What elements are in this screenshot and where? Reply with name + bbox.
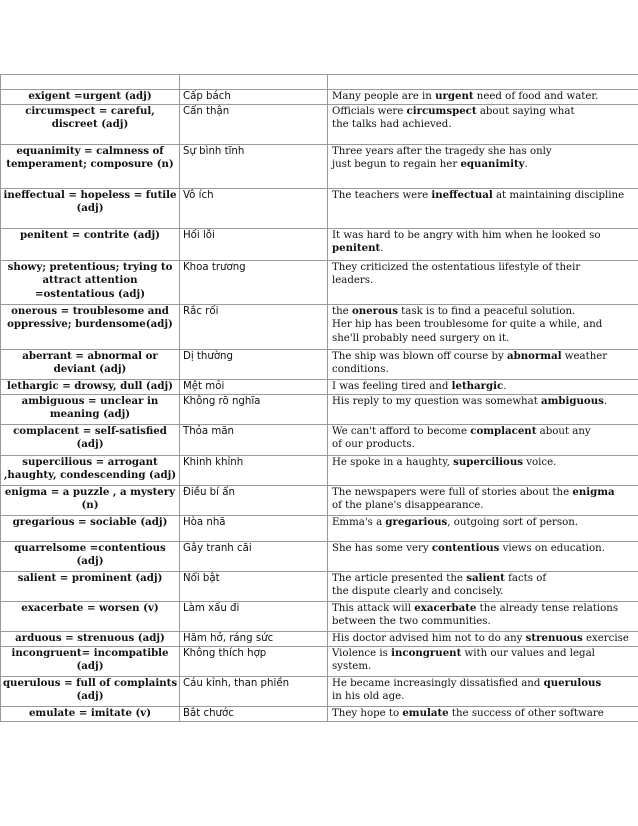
example-cell [328, 676, 638, 706]
example-cell [328, 631, 638, 646]
term-cell: incongruent= incompatible (adj) [1, 646, 180, 676]
table-row [1, 260, 638, 304]
example-cell [328, 260, 638, 304]
meaning-cell: Mệt mỏi [180, 379, 328, 394]
example-text: between the two communities. [332, 616, 491, 628]
example-keyword: complacent [470, 424, 537, 437]
example-cell [328, 144, 638, 188]
term-cell: ambiguous = unclear in meaning (adj) [1, 394, 180, 424]
example-line [332, 363, 637, 377]
term-cell: arduous = strenuous (adj) [1, 631, 180, 646]
example-cell [328, 485, 638, 515]
example-line [332, 677, 637, 691]
example-text: conditions. [332, 364, 389, 376]
example-text: The newspapers were full of stories about the [332, 486, 573, 498]
example-text: It was hard to be angry with him when he looked so [332, 229, 601, 241]
example-text: His doctor advised him not to do any [332, 632, 526, 644]
example-line [332, 332, 637, 346]
term-cell: supercilious = arrogant ,haughty, condescending (adj) [1, 455, 180, 485]
example-line [332, 632, 637, 646]
table-row [1, 676, 638, 706]
example-text: They hope to [332, 707, 403, 719]
meaning-cell: Điều bí ẩn [180, 485, 328, 515]
example-line [332, 350, 637, 364]
table-row [1, 646, 638, 676]
example-cell [328, 424, 638, 455]
example-keyword: exacerbate [414, 601, 477, 614]
meaning-cell: Hòa nhã [180, 515, 328, 541]
example-keyword: abnormal [507, 349, 562, 362]
example-text: weather [561, 350, 608, 362]
example-text: of the plane's disappearance. [332, 500, 484, 512]
example-keyword: querulous [543, 676, 602, 689]
example-line [332, 90, 637, 104]
example-text: voice. [522, 456, 557, 468]
example-text: Her hip has been troublesome for quite a while, and [332, 319, 603, 331]
example-line [332, 318, 637, 332]
term-cell: exigent =urgent (adj) [1, 90, 180, 105]
term-cell: querulous = full of complaints (adj) [1, 676, 180, 706]
example-line [332, 456, 637, 470]
example-keyword: enigma [572, 485, 615, 498]
example-line [332, 660, 637, 674]
example-text: she'll probably need surgery on it. [332, 332, 510, 344]
example-keyword: lethargic [451, 379, 504, 392]
example-text: The ship was blown off course by [332, 350, 508, 362]
example-text: the dispute clearly and concisely. [332, 586, 504, 598]
example-text: She has some very [332, 542, 432, 554]
meaning-cell: Gây tranh cãi [180, 541, 328, 571]
example-cell [328, 228, 638, 260]
meaning-cell: Hăm hở, ráng sức [180, 631, 328, 646]
table-row [1, 228, 638, 260]
example-line [332, 229, 637, 243]
meaning-cell: Bắt chước [180, 706, 328, 721]
example-cell [328, 706, 638, 721]
example-cell [328, 515, 638, 541]
meaning-cell: Thỏa mãn [180, 424, 328, 455]
example-text: exercise [582, 632, 629, 644]
example-cell [328, 349, 638, 379]
example-keyword: ineffectual [431, 188, 493, 201]
table-row [1, 188, 638, 228]
example-cell [328, 394, 638, 424]
example-text: task is to find a peaceful solution. [397, 305, 576, 317]
example-text: . [380, 243, 384, 255]
example-line [332, 395, 637, 409]
example-keyword: penitent [332, 242, 381, 255]
header-cell-meaning [180, 75, 328, 90]
meaning-cell: Cấp bách [180, 90, 328, 105]
example-line [332, 380, 637, 394]
meaning-cell: Không thích hợp [180, 646, 328, 676]
example-text: the success of other software [448, 707, 604, 719]
example-keyword: ambiguous [541, 394, 604, 407]
table-row [1, 631, 638, 646]
example-text: facts of [504, 572, 547, 584]
table-row [1, 144, 638, 188]
term-cell: complacent = self-satisfied (adj) [1, 424, 180, 455]
example-text: views on education. [499, 542, 605, 554]
example-line [332, 499, 637, 513]
example-keyword: incongruent [391, 646, 462, 659]
meaning-cell: Làm xấu đi [180, 601, 328, 631]
term-cell: quarrelsome =contentious (adj) [1, 541, 180, 571]
table-row [1, 304, 638, 349]
term-cell: onerous = troublesome and oppressive; burdensome(adj) [1, 304, 180, 349]
example-line [332, 145, 637, 159]
meaning-cell: Nổi bật [180, 571, 328, 601]
example-text: leaders. [332, 275, 374, 287]
meaning-cell: Hối lỗi [180, 228, 328, 260]
table-row [1, 394, 638, 424]
example-cell [328, 601, 638, 631]
term-cell: salient = prominent (adj) [1, 571, 180, 601]
example-text: about saying what [476, 105, 575, 117]
example-keyword: circumspect [406, 104, 477, 117]
example-cell [328, 304, 638, 349]
example-text: He became increasingly dissatisfied and [332, 677, 544, 689]
example-keyword: supercilious [453, 455, 523, 468]
example-text: Emma's a [332, 516, 386, 528]
example-text: system. [332, 661, 372, 673]
example-line [332, 602, 637, 616]
example-text: , outgoing sort of person. [447, 516, 579, 528]
example-text: about any [536, 425, 591, 437]
table-row [1, 349, 638, 379]
table-row [1, 90, 638, 105]
example-text: . [524, 159, 528, 171]
term-cell: equanimity = calmness of temperament; composure (n) [1, 144, 180, 188]
example-text: with our values and legal [461, 647, 595, 659]
example-cell [328, 379, 638, 394]
example-text: . [503, 380, 507, 392]
term-cell: gregarious = sociable (adj) [1, 515, 180, 541]
meaning-cell: Khinh khỉnh [180, 455, 328, 485]
table-header-row [1, 75, 638, 90]
example-keyword: equanimity [460, 158, 525, 171]
example-text: just begun to regain her [332, 159, 461, 171]
example-keyword: urgent [435, 90, 474, 102]
example-text: The teachers were [332, 189, 432, 201]
example-cell [328, 188, 638, 228]
example-keyword: salient [466, 571, 505, 584]
example-line [332, 542, 637, 556]
term-cell: exacerbate = worsen (v) [1, 601, 180, 631]
meaning-cell: Dị thường [180, 349, 328, 379]
table-row [1, 485, 638, 515]
term-cell: showy; pretentious; trying to attract attention =ostentatious (adj) [1, 260, 180, 304]
table-row [1, 455, 638, 485]
example-line [332, 690, 637, 704]
table-row [1, 601, 638, 631]
table-row [1, 379, 638, 394]
term-cell: ineffectual = hopeless = futile (adj) [1, 188, 180, 228]
example-text: in his old age. [332, 691, 405, 703]
example-cell [328, 90, 638, 105]
header-cell-term [1, 75, 180, 90]
example-text: the talks had achieved. [332, 119, 452, 131]
example-text: the already tense relations [476, 602, 619, 614]
example-line [332, 615, 637, 629]
example-text: . [603, 395, 608, 407]
example-text: I was feeling tired and [332, 380, 452, 392]
table-row [1, 571, 638, 601]
example-line [332, 261, 637, 275]
vocabulary-table [0, 74, 638, 722]
example-line [332, 438, 637, 452]
example-keyword: contentious [431, 541, 500, 554]
example-keyword: onerous [351, 304, 398, 317]
example-text: His reply to my question was somewhat [332, 395, 542, 407]
example-line [332, 425, 637, 439]
example-line [332, 158, 637, 172]
vocabulary-sheet [0, 74, 638, 722]
table-row [1, 541, 638, 571]
example-cell [328, 455, 638, 485]
example-text: The article presented the [332, 572, 467, 584]
header-cell-example [328, 75, 638, 90]
example-line [332, 242, 637, 256]
meaning-cell: Cẩn thận [180, 104, 328, 144]
term-cell: aberrant = abnormal or deviant (adj) [1, 349, 180, 379]
example-text: Three years after the tragedy she has only [332, 145, 552, 157]
example-keyword: gregarious [385, 515, 448, 528]
table-row [1, 104, 638, 144]
example-cell [328, 571, 638, 601]
example-line [332, 118, 637, 132]
meaning-cell: Cáu kỉnh, than phiền [180, 676, 328, 706]
table-row [1, 706, 638, 721]
term-cell: circumspect = careful, discreet (adj) [1, 104, 180, 144]
example-line [332, 274, 637, 288]
example-line [332, 516, 637, 530]
example-line [332, 707, 637, 721]
example-line [332, 572, 637, 586]
example-line [332, 585, 637, 599]
term-cell: emulate = imitate (v) [1, 706, 180, 721]
example-cell [328, 104, 638, 144]
example-cell [328, 541, 638, 571]
table-row [1, 515, 638, 541]
example-line [332, 189, 637, 203]
example-line [332, 647, 637, 661]
example-text: the [332, 305, 352, 317]
example-text: Officials were [332, 105, 407, 117]
example-text: Violence is [332, 647, 392, 659]
example-text: They criticized the ostentatious lifestyle of their [332, 261, 581, 273]
example-line [332, 105, 637, 119]
meaning-cell: Khoa trương [180, 260, 328, 304]
example-text: He spoke in a haughty, [332, 456, 454, 468]
term-cell: penitent = contrite (adj) [1, 228, 180, 260]
table-row [1, 424, 638, 455]
example-keyword: strenuous [525, 631, 583, 644]
example-line [332, 486, 637, 500]
term-cell: lethargic = drowsy, dull (adj) [1, 379, 180, 394]
meaning-cell: Vô ích [180, 188, 328, 228]
example-text: of our products. [332, 439, 415, 451]
meaning-cell: Không rõ nghĩa [180, 394, 328, 424]
meaning-cell: Sự bình tĩnh [180, 144, 328, 188]
example-cell [328, 646, 638, 676]
example-text: This attack will [332, 602, 415, 614]
example-text: need of food and water. [473, 91, 599, 102]
example-text: Many people are in [332, 91, 436, 102]
term-cell: enigma = a puzzle , a mystery (n) [1, 485, 180, 515]
example-text: We can't afford to become [332, 425, 471, 437]
example-text: at maintaining discipline [492, 189, 625, 201]
example-line [332, 305, 637, 319]
example-keyword: emulate [402, 706, 449, 719]
meaning-cell: Rắc rối [180, 304, 328, 349]
